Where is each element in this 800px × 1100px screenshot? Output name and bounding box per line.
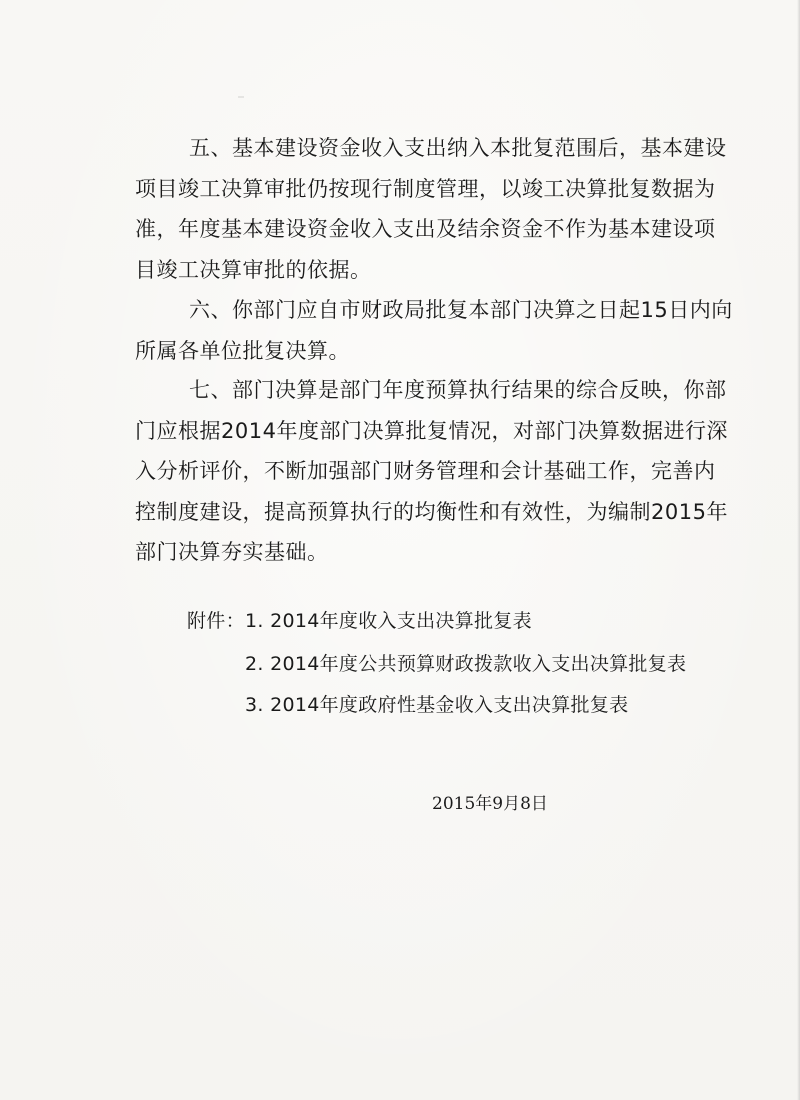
document-date: 2015年9月8日: [432, 794, 548, 814]
paragraph-line: 准，年度基本建设资金收入支出及结余资金不作为基本建设项: [135, 217, 716, 241]
attachment-item: 2. 2014年度公共预算财政拨款收入支出决算批复表: [245, 653, 687, 675]
paragraph-line: 目竣工决算审批的依据。: [135, 257, 372, 282]
paragraph-line: 五、基本建设资金收入支出纳入本批复范围后，基本建设: [189, 136, 727, 160]
paragraph-five: [135, 128, 727, 290]
paragraph-line: 项目竣工决算审批仍按现行制度管理，以竣工决算批复数据为: [135, 176, 716, 201]
paragraph-line: 七、部门决算是部门年度预算执行结果的综合反映，你部: [189, 378, 727, 402]
paragraph-seven: [135, 370, 728, 573]
attachments-label: 附件：: [187, 610, 245, 632]
attachment-item: 3. 2014年度政府性基金收入支出决算批复表: [245, 694, 629, 716]
paragraph-line: 控制度建设，提高预算执行的均衡性和有效性，为编制2015年: [135, 499, 728, 524]
paragraph-line: 部门决算夯实基础。: [135, 540, 329, 564]
paragraph-six: [135, 290, 733, 371]
paragraph-line: 所属各单位批复决算。: [135, 338, 350, 363]
scan-speck: [238, 96, 244, 98]
paragraph-line: 六、你部门应自市财政局批复本部门决算之日起15日内向: [189, 298, 733, 322]
attachment-item: 1. 2014年度收入支出决算批复表: [245, 610, 532, 632]
paragraph-line: 入分析评价，不断加强部门财务管理和会计基础工作，完善内: [135, 459, 716, 483]
paragraph-line: 门应根据2014年度部门决算批复情况，对部门决算数据进行深: [135, 418, 728, 443]
